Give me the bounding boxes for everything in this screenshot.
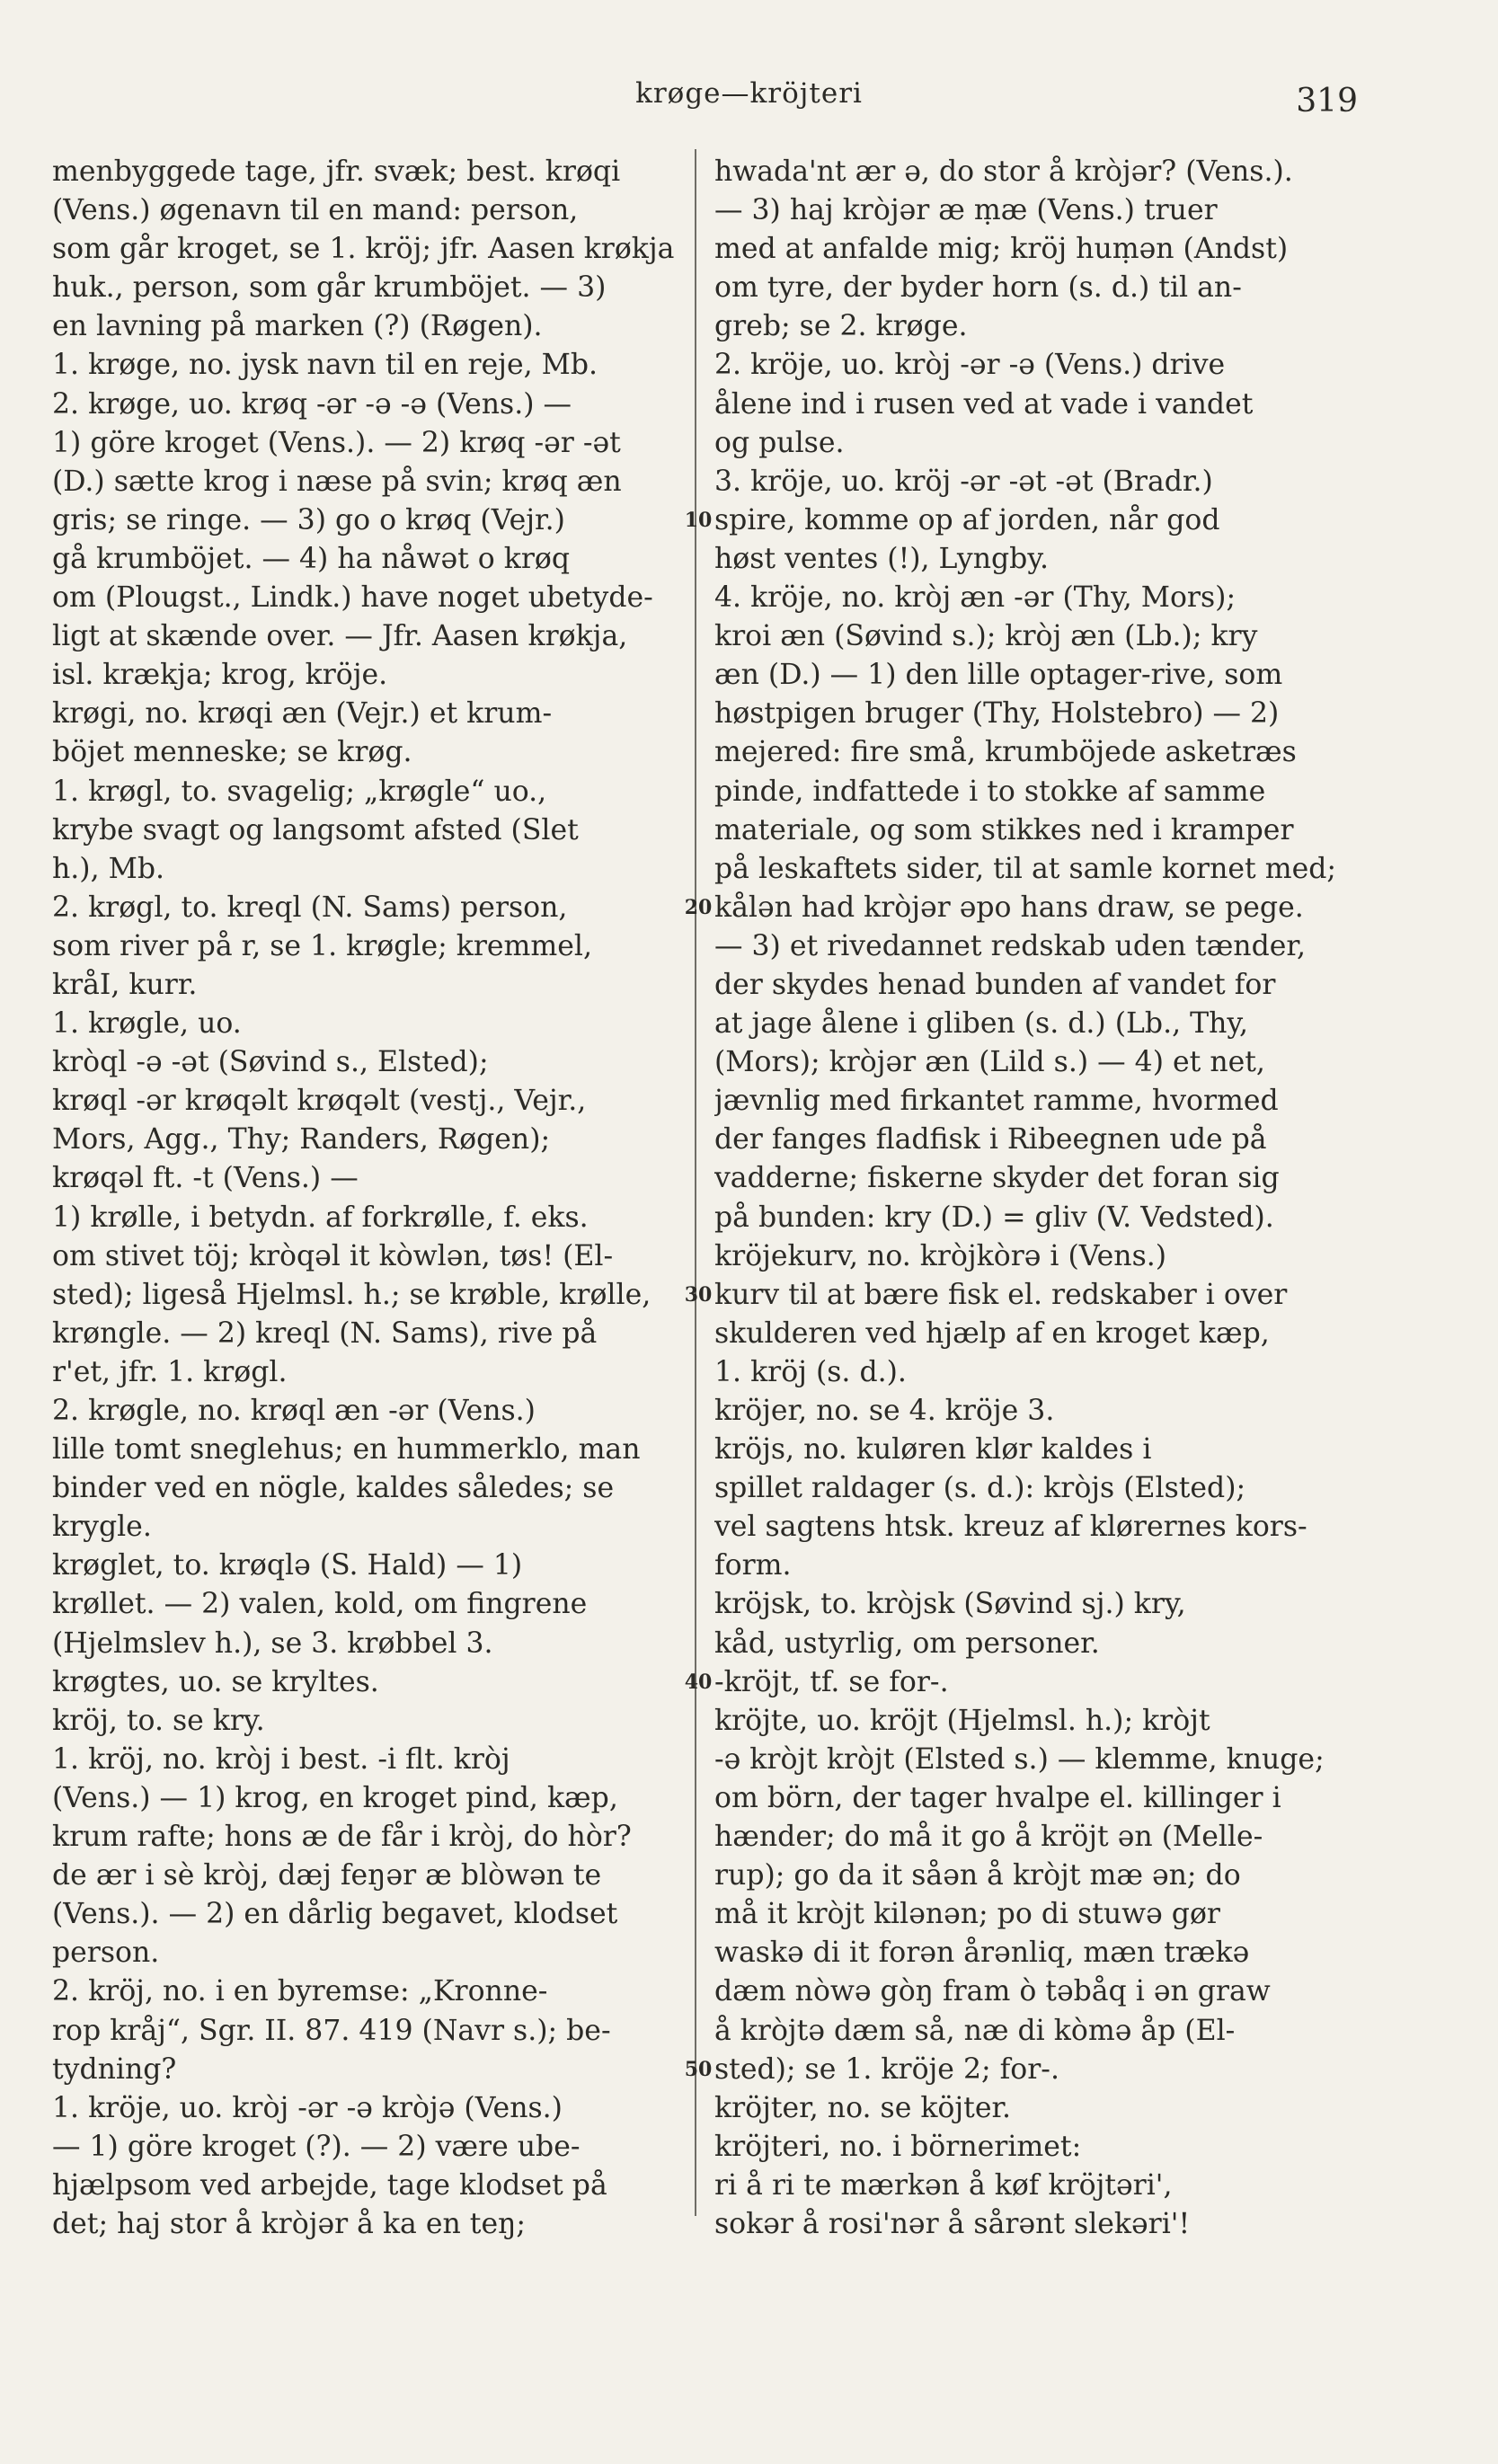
text-line: vel sagtens htsk. kreuz af klørernes kors- bbox=[714, 1511, 1307, 1544]
text-line: krøgi, no. krøqi æn (Vejr.) et krum- bbox=[52, 697, 553, 731]
text-line: kröj, to. se kry. bbox=[52, 1704, 265, 1737]
text-line: form. bbox=[714, 1549, 792, 1582]
text-line: krum rafte; hons æ de får i kròj, do hòr? bbox=[52, 1821, 632, 1854]
text-line: ri å ri te mærkən å køf kröjtəri', bbox=[714, 2168, 1173, 2202]
text-line: på leskaftets sider, til at samle kornet med; bbox=[714, 852, 1336, 885]
running-title: krøge—kröjteri bbox=[635, 77, 863, 110]
text-line: kåd, ustyrlig, om personer. bbox=[714, 1626, 1100, 1660]
text-line: böjet menneske; se krøg. bbox=[52, 736, 412, 769]
text-line: om börn, der tager hvalpe el. killinger i bbox=[714, 1781, 1281, 1814]
text-line: krøllet. — 2) valen, kold, om fingrene bbox=[52, 1588, 588, 1621]
text-line: og pulse. bbox=[714, 426, 845, 459]
text-line: vadderne; fiskerne skyder det foran sig bbox=[714, 1162, 1280, 1195]
text-line: høst ventes (!), Lyngby. bbox=[714, 542, 1049, 575]
text-line: om tyre, der byder horn (s. d.) til an- bbox=[714, 271, 1242, 305]
text-line: spire, komme op af jorden, når god bbox=[714, 503, 1220, 536]
text-line: krøgtes, uo. se kryltes. bbox=[52, 1665, 379, 1698]
text-line: 1. kröje, uo. kròj -ər -ə kròjə (Vens.) bbox=[52, 2091, 563, 2124]
text-line: lille tomt sneglehus; en hummerklo, man bbox=[52, 1433, 641, 1467]
text-line: mejered: fire små, krumböjede asketræs bbox=[714, 736, 1297, 769]
text-line: kålən had kròjər əpo hans draw, se pege. bbox=[714, 891, 1304, 924]
text-line: dæm nòwə gòŋ fram ò təbåq i ən graw bbox=[714, 1975, 1271, 2008]
text-line: som river på r, se 1. krøgle; kremmel, bbox=[52, 929, 592, 962]
text-line: der skydes henad bunden af vandet for bbox=[714, 968, 1276, 1001]
text-line: kråI, kurr. bbox=[52, 968, 198, 1001]
text-line: greb; se 2. krøge. bbox=[714, 310, 968, 343]
text-line: jævnlig med firkantet ramme, hvormed bbox=[714, 1085, 1279, 1118]
text-line: r'et, jfr. 1. krøgl. bbox=[52, 1355, 288, 1388]
text-line: ligt at skænde over. — Jfr. Aasen krøkja, bbox=[52, 620, 628, 653]
text-line: 1) krølle, i betydn. af forkrølle, f. eks. bbox=[52, 1201, 589, 1234]
text-line: huk., person, som går krumböjet. — 3) bbox=[52, 271, 607, 305]
page-number: 319 bbox=[1296, 83, 1358, 120]
text-line: kurv til at bære fisk el. redskaber i over bbox=[714, 1278, 1288, 1311]
text-line: h.), Mb. bbox=[52, 852, 165, 885]
text-line: krybe svagt og langsomt afsted (Slet bbox=[52, 813, 579, 846]
text-line: om stivet töj; kròqəl it kòwlən, tøs! (El- bbox=[52, 1239, 614, 1272]
line-number: 20 bbox=[684, 896, 713, 919]
text-line: 1) göre kroget (Vens.). — 2) krøq -ər -ət bbox=[52, 426, 621, 459]
text-line: — 1) göre kroget (?). — 2) være ube- bbox=[52, 2130, 581, 2163]
text-line: (Vens.) — 1) krog, en kroget pind, kæp, bbox=[52, 1781, 618, 1814]
text-line: 1. kröj, no. kròj i best. -i flt. kròj bbox=[52, 1742, 510, 1776]
text-line: 2. krøge, uo. krøq -ər -ə -ə (Vens.) — bbox=[52, 387, 572, 421]
text-line: kröjekurv, no. kròjkòrə i (Vens.) bbox=[714, 1239, 1167, 1272]
text-line: ålene ind i rusen ved at vade i vandet bbox=[714, 387, 1254, 421]
line-number: 50 bbox=[684, 2058, 713, 2081]
text-line: om (Plougst., Lindk.) have noget ubetyde- bbox=[52, 581, 653, 615]
left-column bbox=[52, 153, 679, 2244]
text-line: (D.) sætte krog i næse på svin; krøq æn bbox=[52, 465, 622, 498]
text-line: gris; se ringe. — 3) go o krøq (Vejr.) bbox=[52, 503, 565, 536]
text-line: hænder; do må it go å kröjt ən (Melle- bbox=[714, 1821, 1263, 1854]
text-line: kröjer, no. se 4. kröje 3. bbox=[714, 1395, 1055, 1427]
text-line: krøqəl ft. -t (Vens.) — bbox=[52, 1162, 359, 1195]
text-line: krøglet, to. krøqlə (S. Hald) — 1) bbox=[52, 1549, 523, 1582]
text-line: kröjte, uo. kröjt (Hjelmsl. h.); kròjt bbox=[714, 1704, 1210, 1737]
text-line: (Mors); kròjər æn (Lild s.) — 4) et net, bbox=[714, 1046, 1265, 1079]
text-line: krygle. bbox=[52, 1511, 152, 1544]
text-line: kröjs, no. kuløren klør kaldes i bbox=[714, 1433, 1152, 1467]
line-number: 40 bbox=[684, 1671, 713, 1694]
text-line: spillet raldager (s. d.): kròjs (Elsted); bbox=[714, 1472, 1246, 1505]
text-line: krøngle. — 2) kreql (N. Sams), rive på bbox=[52, 1316, 598, 1350]
text-line: 2. krøgl, to. kreql (N. Sams) person, bbox=[52, 891, 568, 924]
text-line: Mors, Agg., Thy; Randers, Røgen); bbox=[52, 1123, 551, 1157]
text-line: -kröjt, tf. se for-. bbox=[714, 1665, 949, 1698]
line-number: 10 bbox=[684, 509, 713, 532]
text-line: kröjter, no. se köjter. bbox=[714, 2091, 1012, 2124]
text-line: pinde, indfattede i to stokke af samme bbox=[714, 775, 1266, 808]
text-line: -ə kròjt kròjt (Elsted s.) — klemme, knuge; bbox=[714, 1742, 1325, 1776]
text-line: 1. kröj (s. d.). bbox=[714, 1355, 907, 1388]
text-line: de ær i sè kròj, dæj feŋər æ blòwən te bbox=[52, 1859, 602, 1892]
column-divider bbox=[695, 149, 696, 2216]
text-line: kröjteri, no. i börnerimet: bbox=[714, 2130, 1082, 2163]
text-line: sted); ligeså Hjelmsl. h.; se krøble, krølle, bbox=[52, 1278, 651, 1311]
text-line: der fanges fladfisk i Ribeegnen ude på bbox=[714, 1123, 1267, 1157]
text-line: 2. krøgle, no. krøql æn -ər (Vens.) bbox=[52, 1395, 536, 1427]
text-line: 4. kröje, no. kròj æn -ər (Thy, Mors); bbox=[714, 581, 1237, 615]
text-line: hjælpsom ved arbejde, tage klodset på bbox=[52, 2168, 607, 2202]
text-line: det; haj stor å kròjər å ka en teŋ; bbox=[52, 2207, 526, 2240]
text-line: å kròjtə dæm så, næ di kòmə åp (El- bbox=[714, 2014, 1236, 2047]
text-line: kroi æn (Søvind s.); kròj æn (Lb.); kry bbox=[714, 620, 1258, 653]
text-line: med at anfalde mig; kröj huṃən (Andst) bbox=[714, 233, 1289, 266]
text-line: — 3) et rivedannet redskab uden tænder, bbox=[714, 929, 1307, 962]
right-column bbox=[714, 153, 1343, 2244]
text-line: må it kròjt kilənən; po di stuwə gør bbox=[714, 1898, 1220, 1931]
text-line: æn (D.) — 1) den lille optager-rive, som bbox=[714, 659, 1283, 692]
text-line: sted); se 1. kröje 2; for-. bbox=[714, 2052, 1059, 2086]
text-line: 1. krøgl, to. svagelig; „krøgle“ uo., bbox=[52, 775, 547, 808]
text-line: — 3) haj kròjər æ ṃæ (Vens.) truer bbox=[714, 194, 1218, 227]
text-line: rop kråj“, Sgr. II. 87. 419 (Navr s.); be- bbox=[52, 2014, 611, 2047]
text-line: at jage ålene i gliben (s. d.) (Lb., Thy, bbox=[714, 1007, 1249, 1041]
text-line: 2. kröje, uo. kròj -ər -ə (Vens.) drive bbox=[714, 349, 1226, 382]
text-line: rup); go da it såən å kròjt mæ ən; do bbox=[714, 1859, 1241, 1892]
text-line: (Vens.) øgenavn til en mand: person, bbox=[52, 194, 579, 227]
text-line: (Vens.). — 2) en dårlig begavet, klodset bbox=[52, 1898, 618, 1931]
text-line: (Hjelmslev h.), se 3. krøbbel 3. bbox=[52, 1626, 493, 1660]
text-line: høstpigen bruger (Thy, Holstebro) — 2) bbox=[714, 697, 1280, 731]
text-line: skulderen ved hjælp af en kroget kæp, bbox=[714, 1316, 1270, 1350]
text-line: binder ved en nögle, kaldes således; se bbox=[52, 1472, 615, 1505]
text-line: menbyggede tage, jfr. svæk; best. krøqi bbox=[52, 155, 621, 188]
text-line: 3. kröje, uo. kröj -ər -ət -ət (Bradr.) bbox=[714, 465, 1213, 498]
text-line: på bunden: kry (D.) = gliv (V. Vedsted). bbox=[714, 1201, 1274, 1234]
text-line: 1. krøgle, uo. bbox=[52, 1007, 242, 1041]
text-line: kròql -ə -ət (Søvind s., Elsted); bbox=[52, 1046, 489, 1079]
text-line: som går kroget, se 1. kröj; jfr. Aasen krøkja bbox=[52, 233, 675, 266]
text-line: tydning? bbox=[52, 2052, 177, 2086]
text-line: gå krumböjet. — 4) ha nåwət o krøq bbox=[52, 542, 571, 575]
text-line: kröjsk, to. kròjsk (Søvind sj.) kry, bbox=[714, 1588, 1186, 1621]
text-line: person. bbox=[52, 1937, 160, 1970]
text-line: materiale, og som stikkes ned i kramper bbox=[714, 813, 1294, 846]
text-line: krøql -ər krøqəlt krøqəlt (vestj., Vejr., bbox=[52, 1085, 587, 1118]
text-line: hwada'nt ær ə, do stor å kròjər? (Vens.). bbox=[714, 155, 1293, 188]
text-line: en lavning på marken (?) (Røgen). bbox=[52, 310, 543, 343]
text-line: isl. krækja; krog, kröje. bbox=[52, 659, 388, 692]
text-line: sokər å rosi'nər å sårənt slekəri'! bbox=[714, 2207, 1191, 2240]
text-line: 2. kröj, no. i en byremse: „Kronne- bbox=[52, 1975, 548, 2008]
text-line: waskə di it forən årənliq, mæn trækə bbox=[714, 1937, 1250, 1970]
line-number: 30 bbox=[684, 1283, 713, 1307]
text-line: 1. krøge, no. jysk navn til en reje, Mb. bbox=[52, 349, 598, 382]
